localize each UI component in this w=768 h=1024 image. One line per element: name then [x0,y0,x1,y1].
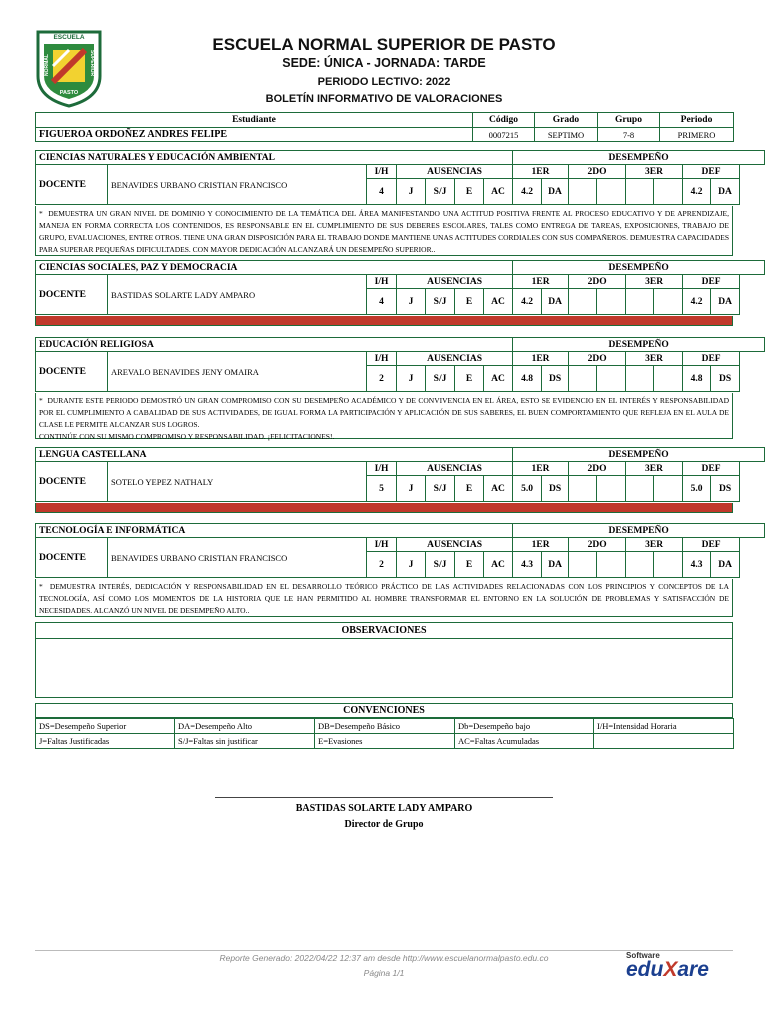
def-score: 4.2 [683,289,711,315]
sj-label: S/J [426,179,455,205]
def-label: DEF [683,462,740,476]
student-name: FIGUEROA ORDOÑEZ ANDRES FELIPE [36,128,473,142]
sede-title: SEDE: ÚNICA - JORNADA: TARDE [282,56,486,70]
p3-score [626,179,654,205]
signature-role: Director de Grupo [344,819,424,830]
p2-label: 2DO [569,165,626,179]
def-score: 4.8 [683,366,711,392]
signature-name: BASTIDAS SOLARTE LADY AMPARO [295,803,473,814]
convenciones-title: CONVENCIONES [35,703,733,718]
def-level: DS [711,366,740,392]
p2-level [597,476,626,502]
p2-level [597,289,626,315]
p3-label: 3ER [626,275,683,289]
p3-level [654,289,683,315]
desempeno-label: DESEMPEÑO [513,338,765,352]
e-label: E [455,289,484,315]
p1-label: 1ER [513,462,569,476]
subject-comment [35,206,733,256]
p3-label: 3ER [626,538,683,552]
def-level: DA [711,179,740,205]
subject-name: EDUCACIÓN RELIGIOSA [36,338,513,352]
student-table [35,112,734,142]
p3-label: 3ER [626,462,683,476]
ausencias-label: AUSENCIAS [397,275,513,289]
student-periodo: PRIMERO [660,128,734,142]
p3-score [626,552,654,578]
empty-comment-bar [35,503,733,513]
desempeno-label: DESEMPEÑO [513,448,765,462]
educare-logo [626,951,732,991]
brand-wordmark [626,959,732,981]
docente-label: DOCENTE [36,538,108,578]
teacher-name: BASTIDAS SOLARTE LADY AMPARO [108,275,367,315]
ac-label: AC [484,552,513,578]
comment-bullet: * [39,582,43,591]
comment-text: DURANTE ESTE PERIODO DEMOSTRÓ UN GRAN COMPROMISO CON SU DESEMPEÑO ACADÉMICO Y DE CONVIVENCIA EN EL ÁREA, ESTO SE EVIDENCIO EN EL INTERÉS Y RESPONSABILIDAD POR EL CUMPLIMIENTO A CABALIDAD DE SUS ACTIVIDADES, DE IGUAL FORMA LA PARTICIPACIÓN Y APLICACIÓN DE SUS SABERES, EL BUEN COMPORTAMIENTO QUE REFLEJA EN EL AULA DE CLASE LE PERMITE ALCANZAR SUS LOGROS. [39,396,730,429]
def-score: 4.2 [683,179,711,205]
def-level: DA [711,552,740,578]
subject-name: CIENCIAS NATURALES Y EDUCACIÓN AMBIENTAL [36,151,513,165]
e-label: E [455,476,484,502]
docente-label: DOCENTE [36,352,108,392]
grupo-header: Grupo [598,113,660,128]
comment-text: DEMUESTRA UN GRAN NIVEL DE DOMINIO Y CONOCIMIENTO DE LA TEMÁTICA DEL ÁREA MANIFESTANDO UNA ACTITUD POSITIVA FRENTE AL PROCESO EDUCATIVO Y DE APRENDIZAJE, MANEJA EN FORMA CORRECTA LOS CONTENIDOS, ES RESPONSABLE EN EL CUMPLIMIENTO DE SUS DEBERES ESCOLARES, TALES COMO ENTREGA DE TAREAS, EXPOSICIONES, TRABAJO DE GRUPO, EVALUACIONES, ENTRE OTROS. TIENE UNA GRAN DISPOSICIÓN PARA EL TRABAJO DONDE MANTIENE UNAS ACTITUDES CORDIALES CON SUS COMPAÑEROS. DEMUESTRA CAPACIDADES PARA SUPERAR PEQUEÑAS DIFICULTADES. CON MAYOR DEDICACIÓN ALCANZARÁ UN DESEMPEÑO SUPERIOR.. [39,209,729,254]
p1-score: 4.2 [513,289,542,315]
conv-db-bajo: Db=Desempeño bajo [455,719,594,734]
j-label: J [397,552,426,578]
def-score: 5.0 [683,476,711,502]
empty-comment-bar [35,316,733,326]
p2-level [597,179,626,205]
boletin-title: BOLETÍN INFORMATIVO DE VALORACIONES [265,93,503,105]
subject-comment [35,393,733,439]
subject-name: CIENCIAS SOCIALES, PAZ Y DEMOCRACIA [36,261,513,275]
conv-da: DA=Desempeño Alto [175,719,315,734]
observaciones-box [35,622,733,698]
ih-label: I/H [367,275,397,289]
conv-j: J=Faltas Justificadas [36,734,175,749]
conv-e: E=Evasiones [315,734,455,749]
def-level: DA [711,289,740,315]
comment-bullet: * [39,396,43,405]
conv-sj: S/J=Faltas sin justificar [175,734,315,749]
ih-label: I/H [367,462,397,476]
sj-label: S/J [426,289,455,315]
p1-level: DA [542,289,569,315]
comment-text-2: CONTINÚE CON SU MISMO COMPROMISO Y RESPONSABILIDAD. ¡FELICITACIONES!. [39,432,335,441]
school-title: ESCUELA NORMAL SUPERIOR DE PASTO [212,35,556,54]
student-codigo: 0007215 [473,128,535,142]
p3-score [626,289,654,315]
ih-label: I/H [367,165,397,179]
sj-label: S/J [426,366,455,392]
logo-text-left: NORMAL [44,54,50,76]
p1-label: 1ER [513,165,569,179]
p1-level: DS [542,476,569,502]
teacher-name: BENAVIDES URBANO CRISTIAN FRANCISCO [108,538,367,578]
p3-label: 3ER [626,165,683,179]
j-label: J [397,179,426,205]
p3-level [654,179,683,205]
brand-part-b: are [677,958,709,981]
ih-value: 4 [367,179,397,205]
p2-score [569,366,597,392]
p2-level [597,366,626,392]
def-label: DEF [683,275,740,289]
p2-score [569,289,597,315]
docente-label: DOCENTE [36,165,108,205]
ac-label: AC [484,289,513,315]
subject-comment [35,579,733,617]
subject-block [35,523,765,578]
p1-level: DA [542,179,569,205]
p2-label: 2DO [569,352,626,366]
conv-ac: AC=Faltas Acumuladas [455,734,594,749]
e-label: E [455,366,484,392]
teacher-name: SOTELO YEPEZ NATHALY [108,462,367,502]
p3-score [626,476,654,502]
ih-label: I/H [367,352,397,366]
periodo-lectivo: PERIODO LECTIVO: 2022 [317,76,451,88]
student-grupo: 7-8 [598,128,660,142]
def-label: DEF [683,165,740,179]
ausencias-label: AUSENCIAS [397,462,513,476]
e-label: E [455,179,484,205]
footer-report: Reporte Generado: 2022/04/22 12:37 am desde http://www.escuelanormalpasto.edu.co [219,953,549,963]
signature-line [215,797,553,798]
estudiante-header: Estudiante [36,113,473,128]
p1-label: 1ER [513,275,569,289]
brand-part-a: edu [626,958,664,981]
brand-part-x: X [663,958,678,981]
j-label: J [397,289,426,315]
subject-block [35,447,765,502]
p3-level [654,476,683,502]
observaciones-title: OBSERVACIONES [36,623,732,639]
p3-level [654,366,683,392]
conv-empty [594,734,734,749]
spacer [740,165,765,179]
logo-text-top: ESCUELA [53,34,85,41]
ac-label: AC [484,366,513,392]
p1-score: 5.0 [513,476,542,502]
p2-label: 2DO [569,275,626,289]
footer-page: Página 1/1 [363,968,405,978]
p2-score [569,179,597,205]
p3-score [626,366,654,392]
p3-label: 3ER [626,352,683,366]
ih-value: 5 [367,476,397,502]
ac-label: AC [484,179,513,205]
ih-value: 2 [367,366,397,392]
p2-score [569,476,597,502]
def-level: DS [711,476,740,502]
desempeno-label: DESEMPEÑO [513,261,765,275]
e-label: E [455,552,484,578]
grado-header: Grado [535,113,598,128]
subject-name: LENGUA CASTELLANA [36,448,513,462]
subject-name: TECNOLOGÍA E INFORMÁTICA [36,524,513,538]
codigo-header: Código [473,113,535,128]
student-grado: SEPTIMO [535,128,598,142]
logo-text-right: SUPERIOR [89,50,95,77]
p2-label: 2DO [569,462,626,476]
periodo-header: Periodo [660,113,734,128]
ih-value: 4 [367,289,397,315]
teacher-name: BENAVIDES URBANO CRISTIAN FRANCISCO [108,165,367,205]
p1-score: 4.8 [513,366,542,392]
p1-score: 4.2 [513,179,542,205]
sj-label: S/J [426,476,455,502]
p1-label: 1ER [513,352,569,366]
p1-level: DS [542,366,569,392]
teacher-name: AREVALO BENAVIDES JENY OMAIRA [108,352,367,392]
ausencias-label: AUSENCIAS [397,538,513,552]
convenciones-table [35,718,734,749]
sj-label: S/J [426,552,455,578]
subject-block [35,260,765,315]
p2-label: 2DO [569,538,626,552]
p2-level [597,552,626,578]
p1-score: 4.3 [513,552,542,578]
docente-label: DOCENTE [36,275,108,315]
p1-level: DA [542,552,569,578]
j-label: J [397,366,426,392]
brand-software: Software [626,951,660,960]
subject-block [35,150,765,205]
comment-bullet: * [39,209,43,218]
logo-text-bottom: PASTO [59,90,79,96]
conv-ih: I/H=Intensidad Horaria [594,719,734,734]
docente-label: DOCENTE [36,462,108,502]
ih-label: I/H [367,538,397,552]
desempeno-label: DESEMPEÑO [513,524,765,538]
ausencias-label: AUSENCIAS [397,165,513,179]
conv-ds: DS=Desempeño Superior [36,719,175,734]
def-label: DEF [683,538,740,552]
subject-block [35,337,765,392]
conv-db: DB=Desempeño Básico [315,719,455,734]
ac-label: AC [484,476,513,502]
p2-score [569,552,597,578]
def-score: 4.3 [683,552,711,578]
p3-level [654,552,683,578]
ih-value: 2 [367,552,397,578]
comment-text: DEMUESTRA INTERÉS, DEDICACIÓN Y RESPONSABILIDAD EN EL DESARROLLO TEÓRICO PRÁCTICO DE LAS ACTIVIDADES RELACIONADAS CON LOS PRINCIPIOS Y CONCEPTOS DE LA TECNOLOGÍA, ASÍ COMO LOS MOMENTOS DE LA HISTORIA QUE LE HAN PERMITIDO AL HOMBRE TRANSFORMAR EL ENTORNO EN LA SOLUCIÓN DE PROBLEMAS Y SATISFACCIÓN DE NECESIDADES. ALCANZÓ UN NIVEL DE DESEMPEÑO ALTO.. [39,582,729,615]
desempeno-label: DESEMPEÑO [513,151,765,165]
ausencias-label: AUSENCIAS [397,352,513,366]
def-label: DEF [683,352,740,366]
p1-label: 1ER [513,538,569,552]
j-label: J [397,476,426,502]
